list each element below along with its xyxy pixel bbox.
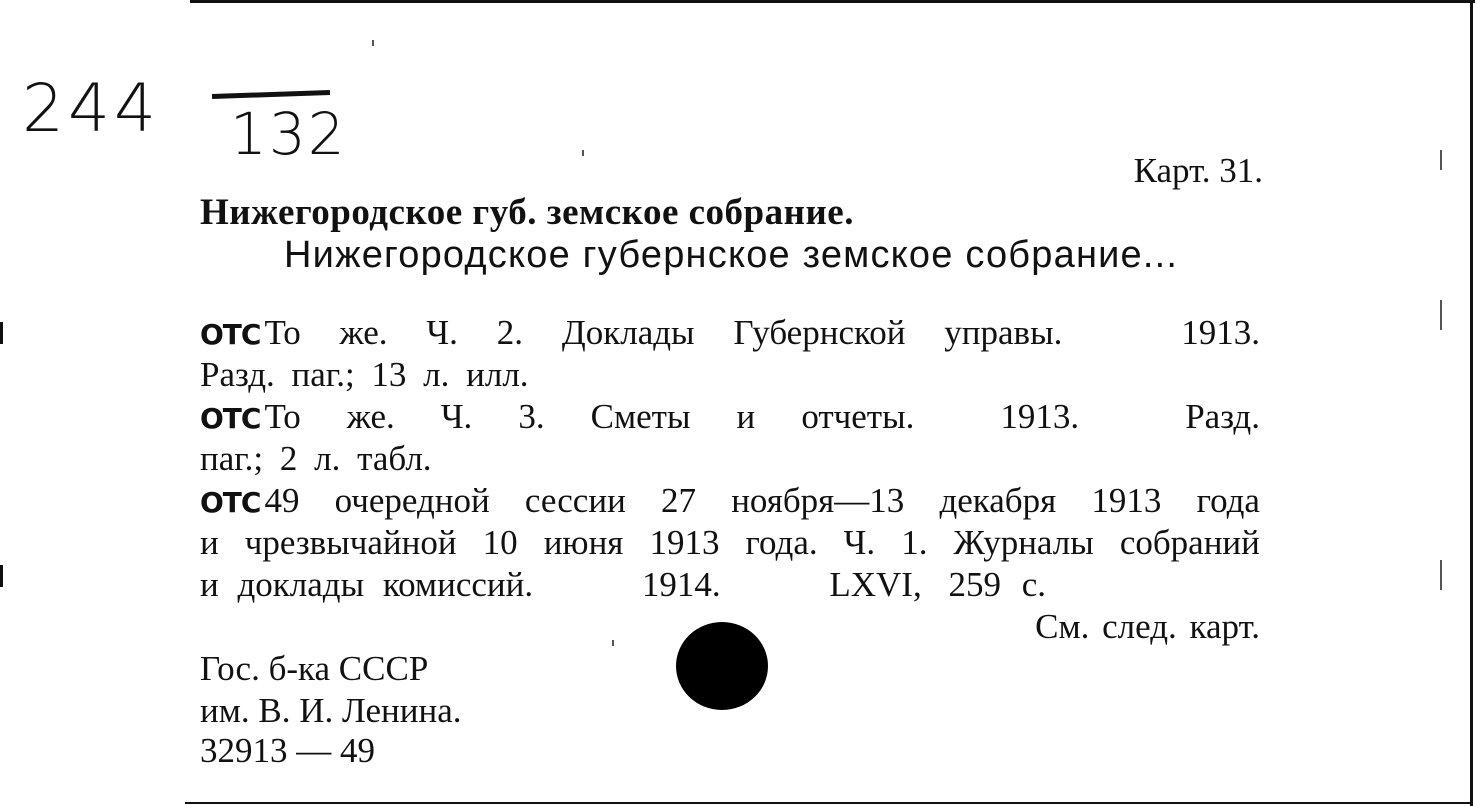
entry-word: комиссий. (382, 565, 534, 604)
dust-mark (1440, 560, 1442, 590)
card-edge-mark (0, 322, 3, 344)
card-border-top (190, 0, 1475, 3)
entry-word: года. (745, 523, 818, 562)
dust-mark (372, 40, 374, 46)
entry-word: года (1196, 481, 1260, 520)
card-number: Карт. 31. (1133, 151, 1263, 190)
entry-word: Ч. (426, 313, 458, 352)
stamp-mark: ОТС (200, 402, 261, 435)
library-dedication: им. В. И. Ленина. (200, 691, 462, 730)
entry-word: Разд. (1185, 397, 1260, 436)
entry-word: июня (543, 523, 624, 562)
entry-word: 1913 (1091, 481, 1162, 520)
dust-mark (1440, 300, 1442, 330)
entry-word: сессии (524, 481, 626, 520)
entry-word: управы. (944, 313, 1063, 352)
entry-line: паг.; 2 л. табл. (200, 439, 432, 478)
entry-word: же. (346, 397, 395, 436)
entry-word: очередной (334, 481, 490, 520)
entry-line: Разд. паг.; 13 л. илл. (200, 355, 529, 394)
card-edge-mark (0, 565, 3, 587)
entry-word: 1913 (649, 523, 720, 562)
entry-word: Сметы (590, 397, 691, 436)
punch-hole (676, 622, 768, 710)
entry-line (200, 522, 1260, 564)
dust-mark (582, 150, 584, 156)
entry-word: декабря (939, 481, 1057, 520)
entry-word: 3. (518, 397, 545, 436)
dust-mark (612, 640, 614, 646)
entry-word: и (200, 565, 219, 604)
entry-line (200, 480, 1260, 524)
stamp-mark: ОТС (200, 318, 261, 351)
print-number: 32913 — 49 (200, 731, 375, 770)
entry-word: 1. (901, 523, 928, 562)
handwritten-shelf-mark: 244 (22, 70, 160, 147)
card-border-right (1470, 0, 1473, 806)
entry-word: 1913. (1000, 397, 1080, 436)
entry-word: ОТС То (200, 313, 301, 352)
entry-word: Ч. (843, 523, 876, 562)
handwritten-overline (212, 90, 330, 99)
entry-word: доклады (237, 565, 365, 604)
entry-word: 1913. (1181, 313, 1260, 352)
entry-line (200, 396, 1260, 440)
stamp-mark: ОТС (200, 486, 261, 519)
entry-word: Губернской (733, 313, 906, 352)
entry-word: и (200, 523, 219, 562)
entry-word: ноября—13 (731, 481, 905, 520)
library-name: Гос. б-ка СССР (200, 649, 429, 688)
entry-line (200, 564, 1046, 606)
entry-word: ОТС То (200, 397, 301, 436)
entry-word: же. (339, 313, 388, 352)
entry-word: чрезвычайной (244, 523, 457, 562)
entry-word: с. (1021, 565, 1046, 604)
entry-word: 259 (948, 565, 1001, 604)
entry-word: ОТС 49 (200, 481, 300, 520)
entry-word: отчеты. (801, 397, 915, 436)
handwritten-shelf-number: 132 (230, 100, 347, 168)
entry-word: 2. (496, 313, 523, 352)
entry-word: 27 (661, 481, 696, 520)
entry-word: Ч. (440, 397, 473, 436)
entry-word: 10 (482, 523, 518, 562)
entry-word: и (736, 397, 756, 436)
entry-line (200, 312, 1260, 356)
entry-word: Журналы (953, 523, 1094, 562)
entry-word: 1914. (641, 565, 721, 604)
entry-word: Доклады (561, 313, 695, 352)
card-title: Нижегородское губернское земское собрание... (284, 234, 1179, 276)
card-heading: Нижегородское губ. земское собрание. (200, 192, 854, 233)
entry-word: LXVI, (829, 565, 922, 604)
entry-word: собраний (1119, 523, 1260, 562)
continued-note: См. след. карт. (1035, 607, 1260, 646)
card-border-bottom (185, 802, 1473, 804)
dust-mark (1440, 150, 1442, 170)
